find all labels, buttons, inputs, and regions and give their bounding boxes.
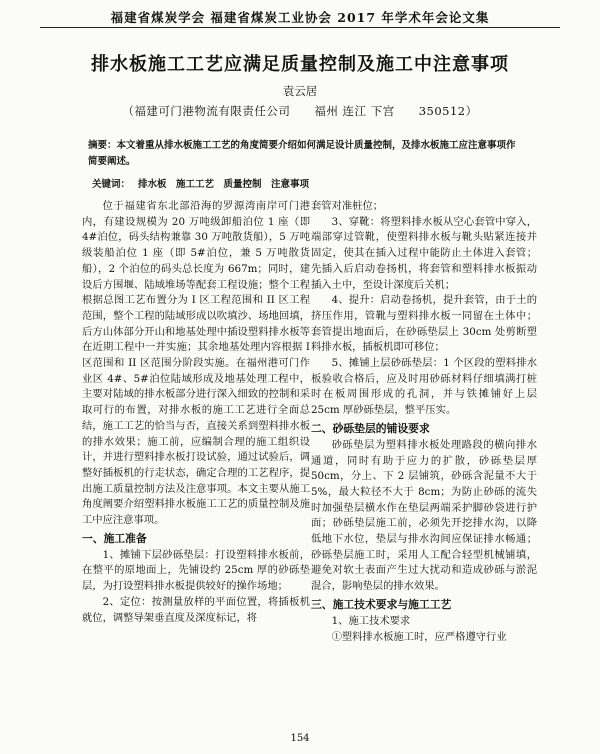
list-item: 3、穿靴：将塑料排水板从空心套管中穿入，端部穿过管靴，使塑料排水板与靴头贴紧连接并固定，使其在插入过程中能防止土体进入套管；先插入后启动卷扬机，将套管和塑料排水板振动插入土中，至设计深度后关机； <box>311 215 537 291</box>
keywords-line <box>92 176 518 190</box>
author: 袁云居 <box>282 84 318 98</box>
header-rule <box>40 27 560 28</box>
section-heading: 二、砂砾垫层的铺设要求 <box>311 421 430 435</box>
list-item: ①塑料排水板施工时，应严格遵守行业 <box>331 630 507 643</box>
abstract: 摘要：本文着重从排水板施工工艺的角度简要介绍如何满足设计质量控制，及排水板施工应注意事项作简要阐述。 <box>88 140 516 167</box>
list-item: 2、定位：按测量放样的平面位置，将插板机就位，调整导架垂直度及深度标记，将 <box>82 595 310 624</box>
page-number: 154 <box>290 733 310 744</box>
section-heading: 三、施工技术要求与施工工艺 <box>311 597 452 611</box>
keywords: 排水板 施工工艺 质量控制 注意事项 <box>138 179 310 190</box>
intro-paragraph: 位于福建省东北部沿海的罗源湾南岸可门港内，有建设规模为 20 万吨级卸船泊位 1 座（即 4#泊位，码头结构兼靠 30 万吨散货船），5 万吨级装船泊位 1 座（即 5#泊位，兼 5 万吨散货船），2 个泊位的码头总长度为 667m；同时，建设后方围堰、陆域堆场等配套工程设施；整个工程根据总图工艺布置分为 I 区工程范围和 II 区工程范围，整个工程的陆域形成以吹填沙、场地回填，后方山体部分开山和地基处理中插设塑料排水板等在近期工程中一并实施；其余地基处理内容根据 I 区范围和 II 区范围分阶段实施。在福州港可门作业区 4#、5#泊位陆域形成及地基处理工程中，主要对陆域的排水板部分进行深入细致的控制和采取可行的布置，对排水板的施工工艺进行全面总结，施工工艺的恰当与否，直接关系到塑料排水板的排水效果；施工前，应编制合理的施工组织设计，并进行塑料排水板打设试验，通过试验后，调整好插板机的行走状态，确定合理的工艺程序，提出施工质量控制方法及注意事项。本文主要从施工角度阐要介绍塑料排水板施工工艺的质量控制及施工中应注意事项。 <box>82 200 310 527</box>
affiliation: （福建可门港物流有限责任公司 福州 连江 下宫 350512） <box>122 104 478 118</box>
list-item: 4、提升：启动卷扬机，提升套管，由于土的挤压作用，管靴与塑料排水板一同留在土体中；套管提出地面后，在砂砾垫层上 30cm 处剪断塑料排水板，插板机即可移位； <box>311 294 537 354</box>
section-heading: 一、施工准备 <box>82 531 147 545</box>
paper-title: 排水板施工工艺应满足质量控制及施工中注意事项 <box>91 54 509 75</box>
running-header: 福建省煤炭学会 福建省煤炭工业协会 2017 年学术年会论文集 <box>110 10 490 25</box>
right-column <box>311 199 537 645</box>
list-item: 1、摊铺下层砂砾垫层：打设塑料排水板前，在整平的原地面上，先铺设约 25cm 厚的砂砾垫层，为打设塑料排水板提供较好的操作场地； <box>82 548 310 593</box>
list-item: 5、摊铺上层砂砾垫层：1 个区段的塑料排水板验收合格后，应及时用砂砾材料仔细填满打桩时在板周围形成的孔洞，并与铁摊铺好上层 25cm 厚砂砾垫层，整平压实。 <box>311 357 537 417</box>
body-paragraph: 砂砾垫层为塑料排水板处理路段的横向排水通道，同时有助于应力的扩散，砂砾垫层厚 50cm，分上、下 2 层铺筑，砂砾含泥量不大于 5%，最大粒径不大于 8cm；为防止砂砾的流失时加强垫层横水作在垫层两端采护脚砂袋进行护面；砂砾垫层施工前，必须先开挖排水沟，以降低地下水位，垫层与排水沟间应保证排水畅通；砂砾垫层施工时，采用人工配合轻型机械铺填，避免对软土表面产生过大扰动和造成砂砾与淤泥混合，影响垫层的排水效果。 <box>311 438 537 593</box>
keywords-label: 关键词： <box>92 179 131 190</box>
left-column <box>82 199 310 626</box>
subheading: 1、施工技术要求 <box>331 614 411 627</box>
continued-text: 套管对准桩位； <box>311 200 384 212</box>
